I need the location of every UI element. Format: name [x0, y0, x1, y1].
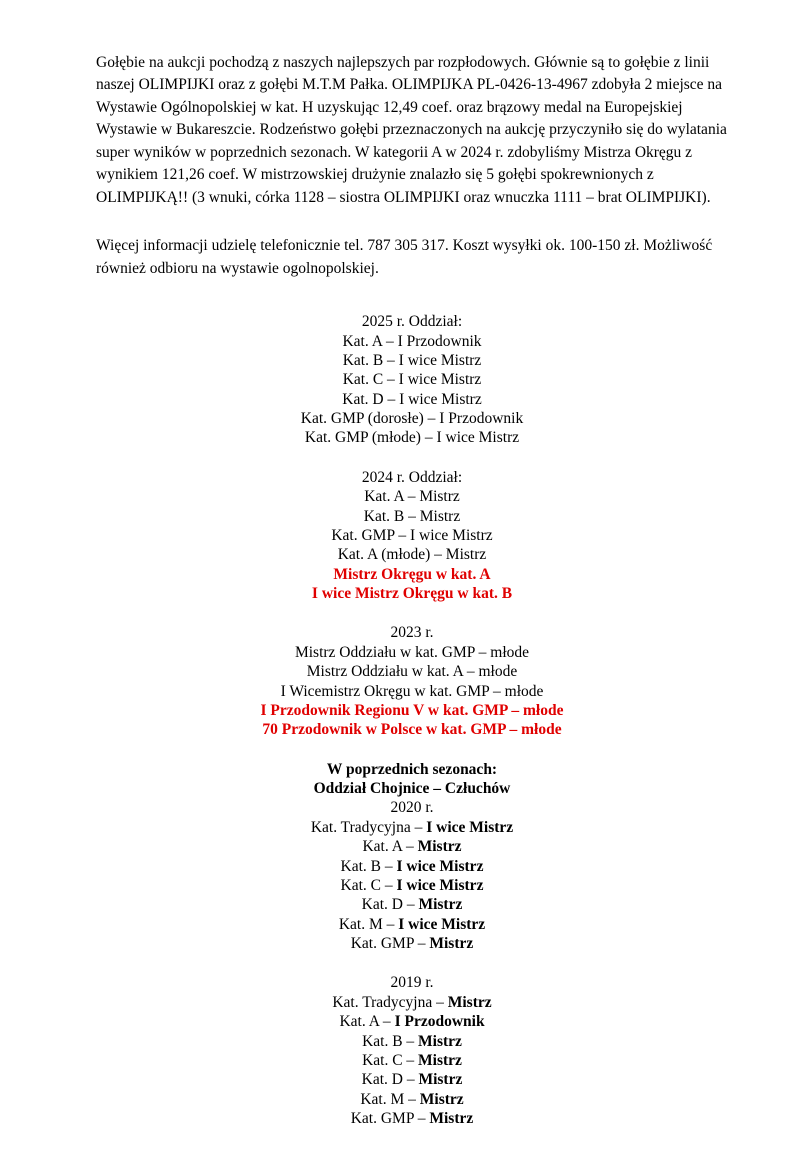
results-section-2025	[96, 312, 728, 448]
result-line	[96, 818, 728, 837]
result-value: Mistrz	[418, 1071, 463, 1089]
result-label: Kat. C –	[362, 1051, 419, 1069]
section-spacer	[96, 292, 728, 312]
result-value: Mistrz	[417, 838, 462, 856]
results-section-2020	[96, 760, 728, 954]
result-label: Kat. D –	[361, 1071, 419, 1089]
result-line	[96, 857, 728, 876]
paragraph-spacer	[96, 221, 728, 235]
result-line: Kat. D – I wice Mistrz	[342, 390, 482, 408]
result-value: I wice Mistrz	[396, 857, 484, 875]
result-line: Kat. A – Mistrz	[364, 488, 460, 506]
result-line: Mistrz Oddziału w kat. GMP – młode	[294, 643, 530, 661]
result-value: I Przodownik	[394, 1013, 485, 1031]
previous-seasons-heading: W poprzednich sezonach:	[326, 760, 498, 778]
result-label: Kat. M –	[360, 1090, 420, 1108]
result-line: Kat. GMP – I wice Mistrz	[331, 526, 493, 544]
result-label: Kat. B –	[362, 1032, 419, 1050]
result-value: Mistrz	[447, 993, 492, 1011]
section-spacer	[96, 740, 728, 760]
result-line: Kat. GMP (dorosłe) – I Przodownik	[300, 410, 524, 428]
result-line: 2019 r.	[390, 974, 434, 992]
result-line: Kat. GMP (młode) – I wice Mistrz	[304, 429, 520, 447]
branch-name: Oddział Chojnice – Człuchów	[313, 780, 511, 798]
results-section-2019	[96, 973, 728, 1128]
result-line: Kat. C – I wice Mistrz	[342, 371, 482, 389]
result-line: 2025 r. Oddział:	[361, 313, 463, 331]
results-section-2023	[96, 623, 728, 739]
section-spacer	[96, 448, 728, 468]
result-line: 2023 r.	[390, 624, 434, 642]
result-line	[96, 1051, 728, 1070]
result-label: Kat. C –	[340, 876, 397, 894]
result-label: Kat. A –	[362, 838, 418, 856]
result-label: Kat. B –	[340, 857, 397, 875]
result-line: Kat. B – I wice Mistrz	[342, 351, 482, 369]
result-label: Kat. A –	[339, 1013, 395, 1031]
result-line	[96, 1070, 728, 1089]
result-value: I wice Mistrz	[396, 876, 484, 894]
result-line: Kat. A – I Przodownik	[342, 332, 482, 350]
intro-paragraph-1: Gołębie na aukcji pochodzą z naszych najlepszych par rozpłodowych. Głównie są to gołębie z linii naszej OLIMPIJKI oraz z gołębi M.T.M Pałka. OLIMPIJKA PL-0426-13-4967 zdobyła 2 miejsce na Wystawie Ogólnopolskiej w kat. H uzyskując 12,49 coef. oraz brązowy medal na Europejskiej Wystawie w Bukareszcie. Rodzeństwo gołębi przeznaczonych na aukcję przyczyniło się do wylatania super wyników w poprzednich sezonach. W kategorii A w 2024 r. zdobyliśmy Mistrza Okręgu z wynikiem 121,26 coef. W mistrzowskiej drużynie znalazło się 5 gołębi spokrewnionych z OLIMPIJKĄ!! (3 wnuki, córka 1128 – siostra OLIMPIJKI oraz wnuczka 1111 – brat OLIMPIJKI).	[96, 54, 727, 206]
result-line: Kat. B – Mistrz	[363, 507, 461, 525]
result-label: Kat. Tradycyjna –	[310, 818, 427, 836]
result-line-highlight: Mistrz Okręgu w kat. A	[333, 565, 491, 583]
result-value: I wice Mistrz	[426, 818, 514, 836]
result-value: Mistrz	[429, 935, 474, 953]
result-line	[96, 993, 728, 1012]
result-line	[96, 934, 728, 953]
result-line	[96, 1109, 728, 1128]
result-value: Mistrz	[418, 896, 463, 914]
result-value: Mistrz	[419, 1090, 464, 1108]
result-line	[96, 915, 728, 934]
result-label: Kat. GMP –	[350, 935, 430, 953]
result-line	[96, 1032, 728, 1051]
results-section-2024	[96, 468, 728, 604]
result-value: I wice Mistrz	[398, 915, 486, 933]
result-line	[96, 837, 728, 856]
result-value: Mistrz	[429, 1110, 474, 1128]
intro-paragraph-2: Więcej informacji udzielę telefonicznie tel. 787 305 317. Koszt wysyłki ok. 100-150 zł. Możliwość również odbioru na wystawie ogolnopolskiej.	[96, 237, 713, 277]
result-line	[96, 876, 728, 895]
result-line-highlight: I Przodownik Regionu V w kat. GMP – młode	[260, 701, 564, 719]
result-line	[96, 1090, 728, 1109]
result-line: Kat. A (młode) – Mistrz	[337, 546, 487, 564]
result-label: Kat. Tradycyjna –	[332, 993, 448, 1011]
result-line	[96, 1012, 728, 1031]
result-line: 2020 r.	[390, 799, 434, 817]
result-line: Mistrz Oddziału w kat. A – młode	[306, 663, 518, 681]
result-value: Mistrz	[418, 1032, 462, 1050]
result-line-highlight: 70 Przodownik w Polsce w kat. GMP – młode	[262, 721, 562, 739]
result-line: I Wicemistrz Okręgu w kat. GMP – młode	[280, 682, 544, 700]
section-spacer	[96, 953, 728, 973]
result-value: Mistrz	[418, 1051, 462, 1069]
result-line	[96, 895, 728, 914]
result-label: Kat. D –	[361, 896, 419, 914]
result-label: Kat. M –	[338, 915, 399, 933]
result-line: 2024 r. Oddział:	[361, 468, 463, 486]
result-label: Kat. GMP –	[350, 1110, 430, 1128]
section-spacer	[96, 603, 728, 623]
result-line-highlight: I wice Mistrz Okręgu w kat. B	[311, 585, 513, 603]
